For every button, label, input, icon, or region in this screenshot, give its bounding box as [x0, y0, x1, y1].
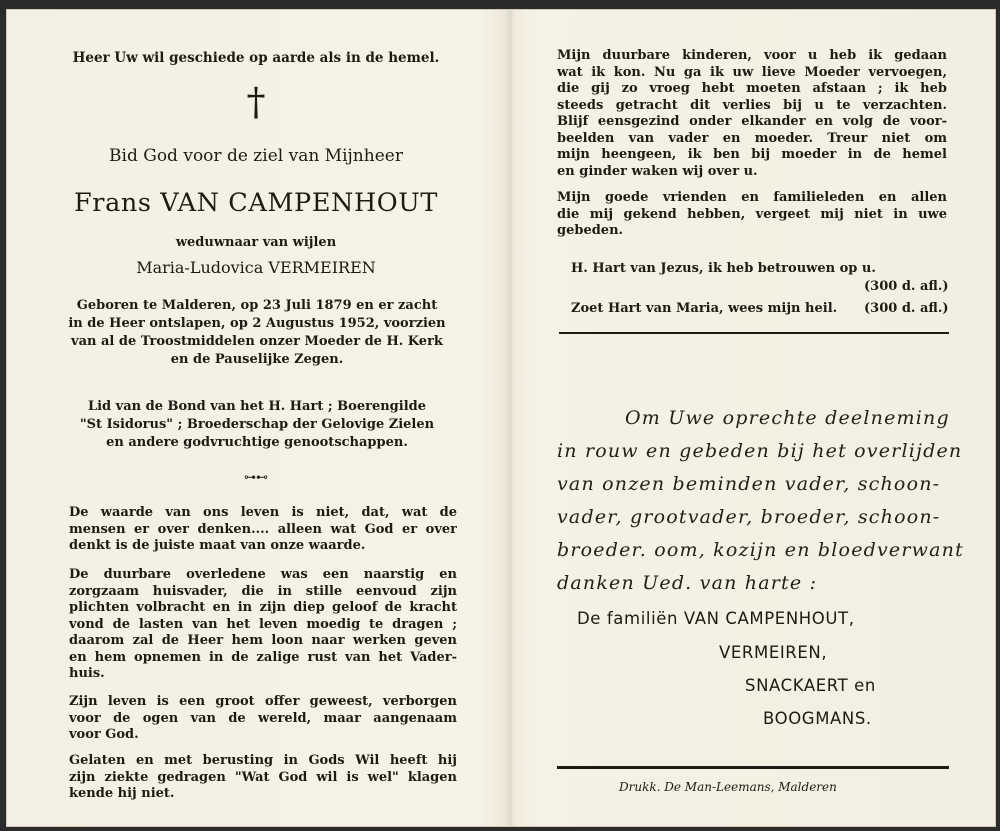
text-line: vond de lasten van het leven moedig te dragen ;	[69, 616, 457, 632]
text-line: en andere godvruchtige genootschappen.	[106, 435, 408, 450]
birth-info	[47, 297, 467, 369]
family-name: SNACKAERT en	[745, 676, 876, 695]
paragraph-offer	[69, 694, 457, 744]
text-line: denkt is de juiste maat van onze waarde.	[69, 538, 366, 553]
text-line: voor God.	[69, 727, 139, 742]
family-name: BOOGMANS.	[763, 709, 872, 728]
text-line: beelden van vader en moeder. Treur niet om	[557, 130, 947, 146]
thanks-line: danken Ued. van harte :	[557, 572, 818, 594]
family-name: VERMEIREN,	[719, 643, 828, 662]
text-line: en de Pauselijke Zegen.	[170, 352, 344, 367]
text-line: Mijn goede vrienden en familieleden en allen	[557, 190, 947, 205]
paragraph-resigned	[69, 753, 457, 803]
ejaculation-2-indulgence: (300 d. afl.)	[864, 301, 949, 316]
text-line: kende hij niet.	[69, 786, 175, 801]
cross-icon: †	[246, 80, 266, 124]
ornament-divider: ⊶⊷	[244, 470, 268, 484]
printer-credit: Drukk. De Man-Leemans, Malderen	[619, 780, 837, 794]
text-line: gebeden.	[557, 223, 624, 238]
left-panel	[7, 10, 505, 826]
text-line: zijn ziekte gedragen "Wat God wil is wel" klagen	[69, 769, 457, 785]
right-panel	[515, 10, 995, 826]
thanks-line: van onzen beminden vader, schoon-	[557, 473, 941, 495]
text-line: van al de Troostmiddelen onzer Moeder de H. Kerk	[71, 334, 443, 349]
paragraph-children	[557, 48, 947, 180]
ejaculation-1-indulgence: (300 d. afl.)	[864, 279, 949, 294]
text-line: en hem opnemen in de zalige rust van het Vader-	[69, 649, 457, 665]
intro-text: Bid God voor de ziel van Mijnheer	[109, 146, 403, 166]
text-line: wat ik kon. Nu ga ik uw lieve Moeder vervoegen,	[557, 64, 947, 80]
thanks-line: Om Uwe oprechte deelneming	[625, 407, 950, 429]
text-line: Mijn duurbare kinderen, voor u heb ik gedaan	[557, 48, 947, 63]
text-line: in de Heer ontslapen, op 2 Augustus 1952, voorzien	[68, 316, 446, 331]
deceased-name: Frans VAN CAMPENHOUT	[74, 188, 438, 218]
text-line: steeds getracht dit verlies bij u te verzachten.	[557, 97, 947, 113]
ejaculation-2-text: Zoet Hart van Maria, wees mijn heil.	[571, 301, 838, 316]
paragraph-friends	[557, 190, 947, 240]
text-line: Lid van de Bond van het H. Hart ; Boerengilde	[87, 399, 427, 414]
paragraph-deceased	[69, 567, 457, 683]
widower-of: weduwnaar van wijlen	[175, 235, 337, 250]
thanks-line: broeder. oom, kozijn en bloedverwant	[557, 539, 964, 561]
families-intro: De familiën VAN CAMPENHOUT,	[577, 609, 855, 628]
thanks-line: in rouw en gebeden bij het overlijden	[557, 440, 963, 462]
text-line: Zijn leven is een groot offer geweest, verborgen	[69, 694, 457, 709]
text-line: die mij gekend hebben, vergeet mij niet in uwe	[557, 206, 947, 222]
memorial-card	[6, 9, 996, 827]
text-line: die gij zo vroeg hebt moeten afstaan ; ik heb	[557, 81, 947, 96]
text-line: mijn heengeen, ik ben bij moeder in de hemel	[557, 147, 947, 162]
prayer-line: Heer Uw wil geschiede op aarde als in de hemel.	[72, 50, 440, 66]
text-line: en ginder waken wij over u.	[557, 163, 758, 179]
text-line: "St Isidorus" ; Broederschap der Gelovige Zielen	[79, 417, 435, 432]
thanks-line: vader, grootvader, broeder, schoon-	[557, 506, 941, 528]
text-line: daarom zal de Heer hem loon naar werken geven	[69, 633, 457, 648]
text-line: plichten volbracht en in zijn diep geloof de kracht	[69, 600, 457, 615]
text-line: Blijf eensgezind onder elkander en volg de voor-	[557, 114, 947, 129]
text-line: zorgzaam huisvader, die in stille eenvoud zijn	[69, 583, 457, 599]
text-line: De waarde van ons leven is niet, dat, wat de	[69, 505, 457, 520]
text-line: mensen er over denken.... alleen wat God er over	[69, 521, 457, 537]
card-fold	[505, 10, 515, 826]
memberships	[47, 398, 467, 452]
ejaculation-1-text: H. Hart van Jezus, ik heb betrouwen op u.	[571, 261, 876, 276]
bottom-rule	[557, 766, 949, 769]
text-line: Geboren te Malderen, op 23 Juli 1879 en er zacht	[76, 298, 438, 313]
text-line: huis.	[69, 666, 105, 681]
wife-name: Maria-Ludovica VERMEIREN	[136, 258, 376, 277]
text-line: Gelaten en met berusting in Gods Wil heeft hij	[69, 753, 457, 768]
text-line: voor de ogen van de wereld, maar aangenaam	[69, 710, 457, 726]
paragraph-worth	[69, 505, 457, 555]
text-line: De duurbare overledene was een naarstig en	[69, 567, 457, 582]
divider-rule	[559, 332, 949, 334]
